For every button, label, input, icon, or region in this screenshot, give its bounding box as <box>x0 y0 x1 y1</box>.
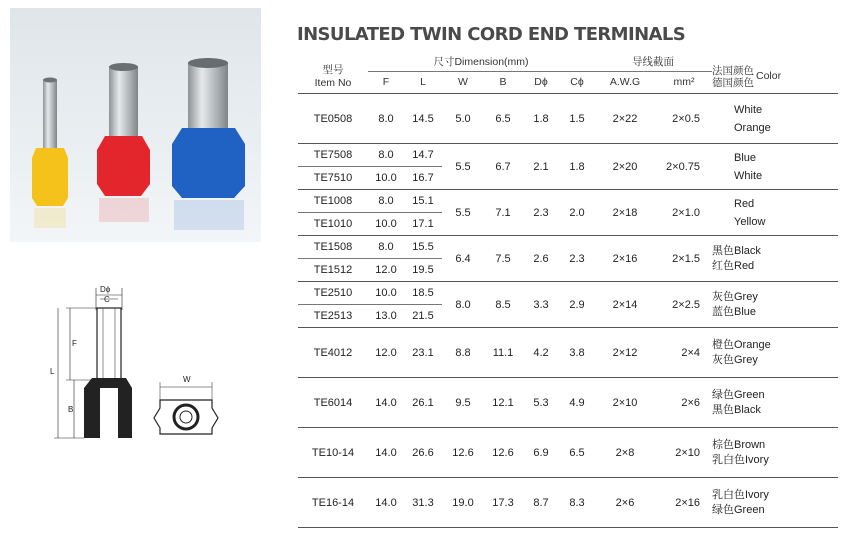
cell-awg: 2×14 <box>594 282 656 328</box>
drawing-label-c: C <box>104 295 110 304</box>
cell-awg: 2×18 <box>594 190 656 236</box>
table-row <box>298 478 838 528</box>
color-name: Blue <box>734 151 757 164</box>
cell-mm2: 2×6 <box>656 378 712 428</box>
cell-f: 10.0 <box>368 282 404 305</box>
cell-b: 7.5 <box>484 236 522 282</box>
color-name: Orange <box>734 121 771 134</box>
cell-d: 5.3 <box>522 378 560 428</box>
cell-l: 15.5 <box>404 236 442 259</box>
cell-f: 12.0 <box>368 259 404 282</box>
cell-awg: 2×20 <box>594 144 656 190</box>
cell-item-no: TE2510 <box>298 282 368 305</box>
cell-b: 6.5 <box>484 94 522 144</box>
cell-c: 2.0 <box>560 190 594 236</box>
col-header-w: W <box>442 72 484 94</box>
col-header-b: B <box>484 72 522 94</box>
cell-l: 18.5 <box>404 282 442 305</box>
color-name: 蓝色Blue <box>712 305 757 318</box>
terminals-photo-svg <box>10 8 261 242</box>
cell-awg: 2×10 <box>594 378 656 428</box>
table-row <box>298 282 838 305</box>
cell-f: 8.0 <box>368 190 404 213</box>
cell-d: 1.8 <box>522 94 560 144</box>
cell-w: 9.5 <box>442 378 484 428</box>
cell-item-no: TE4012 <box>298 328 368 378</box>
cell-b: 11.1 <box>484 328 522 378</box>
yellow-terminal-tube <box>43 80 57 150</box>
color-header-en: Color <box>756 70 782 82</box>
cell-w: 19.0 <box>442 478 484 528</box>
cell-awg: 2×8 <box>594 428 656 478</box>
cell-f: 8.0 <box>368 144 404 167</box>
col-header-model: 型号 Item No <box>298 56 368 94</box>
cell-w: 5.0 <box>442 94 484 144</box>
cell-l: 26.6 <box>404 428 442 478</box>
color-name: White <box>734 169 763 182</box>
cell-b: 6.7 <box>484 144 522 190</box>
cell-b: 17.3 <box>484 478 522 528</box>
cell-f: 8.0 <box>368 94 404 144</box>
spec-table <box>298 56 838 528</box>
color-name: 黑色Black <box>712 244 761 257</box>
cell-item-no: TE1010 <box>298 213 368 236</box>
cell-item-no: TE0508 <box>298 94 368 144</box>
color-header-cn1: 法国颜色 <box>712 64 754 77</box>
cell-item-no: TE16-14 <box>298 478 368 528</box>
cell-mm2: 2×16 <box>656 478 712 528</box>
cell-f: 14.0 <box>368 378 404 428</box>
cell-l: 16.7 <box>404 167 442 190</box>
cell-mm2: 2×10 <box>656 428 712 478</box>
drawing-label-l: L <box>50 367 55 376</box>
cell-c: 2.9 <box>560 282 594 328</box>
cell-item-no: TE1008 <box>298 190 368 213</box>
color-name: 乳白色Ivory <box>712 488 769 501</box>
cell-c: 4.9 <box>560 378 594 428</box>
cell-c: 1.8 <box>560 144 594 190</box>
table-row <box>298 378 838 428</box>
cell-f: 10.0 <box>368 213 404 236</box>
cell-color <box>712 478 838 528</box>
cell-l: 23.1 <box>404 328 442 378</box>
cell-l: 19.5 <box>404 259 442 282</box>
color-name: 绿色Green <box>712 503 765 516</box>
cell-awg: 2×6 <box>594 478 656 528</box>
cell-w: 5.5 <box>442 190 484 236</box>
table-row <box>298 144 838 167</box>
cell-b: 12.1 <box>484 378 522 428</box>
cell-f: 14.0 <box>368 478 404 528</box>
cell-color <box>712 378 838 428</box>
color-name: 橙色Orange <box>712 338 771 351</box>
cell-mm2: 2×1.0 <box>656 190 712 236</box>
cell-color <box>712 282 838 328</box>
cell-color <box>712 428 838 478</box>
cell-d: 6.9 <box>522 428 560 478</box>
color-name: 黑色Black <box>712 403 761 416</box>
cell-mm2: 2×0.5 <box>656 94 712 144</box>
cell-item-no: TE1508 <box>298 236 368 259</box>
col-header-color <box>712 56 838 94</box>
color-name: 灰色Grey <box>712 290 758 303</box>
spec-table-body <box>298 94 838 528</box>
red-terminal-sleeve <box>97 136 150 196</box>
cell-f: 14.0 <box>368 428 404 478</box>
cell-w: 8.0 <box>442 282 484 328</box>
cell-mm2: 2×4 <box>656 328 712 378</box>
cell-l: 14.5 <box>404 94 442 144</box>
cell-awg: 2×12 <box>594 328 656 378</box>
cell-d: 2.1 <box>522 144 560 190</box>
cell-f: 8.0 <box>368 236 404 259</box>
cell-color <box>712 94 838 144</box>
cell-l: 14.7 <box>404 144 442 167</box>
color-name: 绿色Green <box>712 388 765 401</box>
drawing-label-w: W <box>183 375 191 384</box>
cell-c: 2.3 <box>560 236 594 282</box>
color-name: Red <box>734 197 755 210</box>
cell-f: 12.0 <box>368 328 404 378</box>
cell-c: 6.5 <box>560 428 594 478</box>
cell-w: 8.8 <box>442 328 484 378</box>
col-header-dimension: 尺寸Dimension(mm) <box>368 56 594 72</box>
drawing-tube <box>97 308 121 380</box>
cell-d: 4.2 <box>522 328 560 378</box>
color-name: 灰色Grey <box>712 353 758 366</box>
table-row <box>298 236 838 259</box>
cell-d: 8.7 <box>522 478 560 528</box>
color-header-cn2: 德国颜色 <box>712 76 754 89</box>
cell-item-no: TE1512 <box>298 259 368 282</box>
cell-f: 13.0 <box>368 305 404 328</box>
drawing-label-d: Dϕ <box>100 285 111 294</box>
page-title: INSULATED TWIN CORD END TERMINALS <box>297 24 686 45</box>
cell-w: 6.4 <box>442 236 484 282</box>
color-name: White <box>734 103 763 116</box>
cell-l: 15.1 <box>404 190 442 213</box>
terminal-drawing <box>0 270 270 450</box>
col-header-wire: 导线截面 <box>594 56 712 72</box>
color-name: 红色Red <box>712 259 755 272</box>
cell-item-no: TE7508 <box>298 144 368 167</box>
col-header-awg: A.W.G <box>594 72 656 94</box>
cell-d: 3.3 <box>522 282 560 328</box>
table-row <box>298 328 838 378</box>
cell-item-no: TE6014 <box>298 378 368 428</box>
cell-f: 10.0 <box>368 167 404 190</box>
cell-c: 1.5 <box>560 94 594 144</box>
cell-c: 8.3 <box>560 478 594 528</box>
table-row <box>298 190 838 213</box>
cell-d: 2.6 <box>522 236 560 282</box>
cell-color <box>712 144 838 190</box>
drawing-label-f: F <box>72 339 77 348</box>
cell-d: 2.3 <box>522 190 560 236</box>
cell-b: 8.5 <box>484 282 522 328</box>
cell-b: 12.6 <box>484 428 522 478</box>
red-terminal-tube <box>109 66 138 144</box>
cell-l: 17.1 <box>404 213 442 236</box>
cell-color <box>712 190 838 236</box>
col-header-d: Dϕ <box>522 72 560 94</box>
color-name: 乳白色Ivory <box>712 453 769 466</box>
cell-mm2: 2×0.75 <box>656 144 712 190</box>
table-row <box>298 428 838 478</box>
cell-color <box>712 328 838 378</box>
cell-l: 21.5 <box>404 305 442 328</box>
drawing-label-b: B <box>68 405 74 414</box>
color-name: 棕色Brown <box>712 438 766 451</box>
cell-awg: 2×16 <box>594 236 656 282</box>
cell-c: 3.8 <box>560 328 594 378</box>
cell-mm2: 2×1.5 <box>656 236 712 282</box>
cell-b: 7.1 <box>484 190 522 236</box>
cell-awg: 2×22 <box>594 94 656 144</box>
cell-item-no: TE2513 <box>298 305 368 328</box>
cell-w: 5.5 <box>442 144 484 190</box>
table-row <box>298 94 838 144</box>
blue-terminal-sleeve <box>172 128 245 198</box>
yellow-terminal-sleeve <box>32 148 68 206</box>
col-header-c: Cϕ <box>560 72 594 94</box>
col-header-l: L <box>404 72 442 94</box>
cell-item-no: TE7510 <box>298 167 368 190</box>
cell-mm2: 2×2.5 <box>656 282 712 328</box>
col-header-f: F <box>368 72 404 94</box>
cell-w: 12.6 <box>442 428 484 478</box>
cell-item-no: TE10-14 <box>298 428 368 478</box>
cell-l: 26.1 <box>404 378 442 428</box>
cell-l: 31.3 <box>404 478 442 528</box>
color-name: Yellow <box>734 215 766 228</box>
col-header-mm2: mm² <box>656 72 712 94</box>
product-photo <box>10 8 261 242</box>
cell-color <box>712 236 838 282</box>
